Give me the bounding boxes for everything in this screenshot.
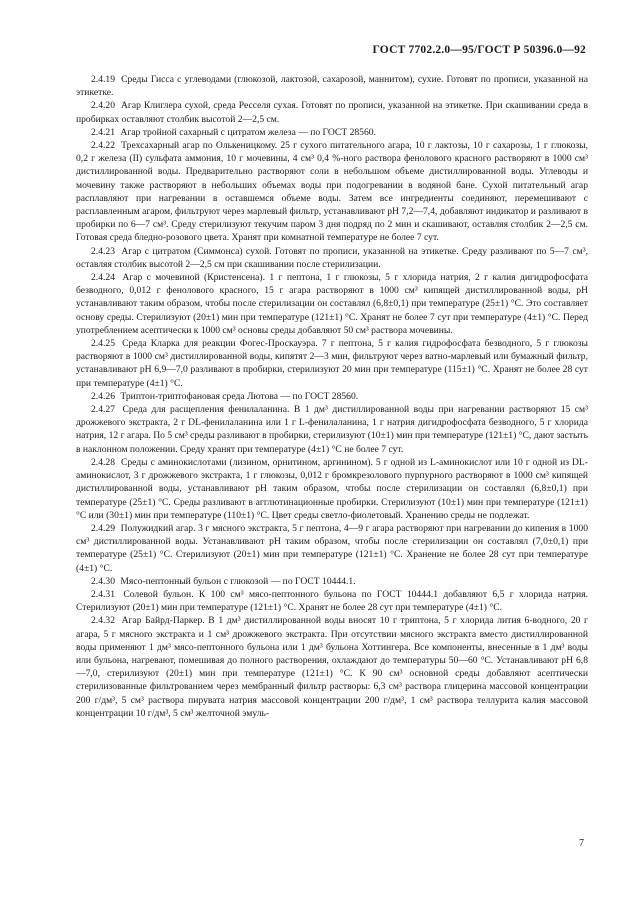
clause-number: 2.4.19 [91,74,115,85]
clause-number: 2.4.25 [91,338,115,350]
paragraph-text: Трехсахарный агар по Олькеницкому. 25 г сухого питательного агара, 10 г лактозы, 10 г сахарозы, 1 г глюкозы, 0,2 г железа (II) сульфата аммония, 10 г мочевины, 4 см³ 0,4 %-ного раствора фенолового красного растворяют в 1000 см³ дистиллированной воды. Предварительно растворяют соли в небольшом объеме дистиллированной воды. Углеводы и мочевину также растворяют в небольших объемах воды при подогревании в водяной бане. Сухой питательный агар расплавляют при нагревании в оставшемся объеме воды. Затем все ингредиенты соединяют, перемешивают с расплавленным агаром, фильтруют через марлевый фильтр, устанавливают pH 7,2—7,4, добавляют индикатор и разливают в пробирки по 6—7 см³. Среду стерилизуют текучим паром 3 дня подряд по 2 мин и скашивают, оставляя столбик 2—2,5 см. Готовая среда бледно-розового цвета. Хранят при комнатной температуре не более 7 сут. [76,140,589,244]
paragraph-text: Агар Байрд-Паркер. В 1 дм³ дистиллированной воды вносят 10 г триптона, 5 г хлорида лития 6-водного, 20 г агара, 5 г мясного экстракта и 1 см³ дрожжевого экстракта. При отсутствии мясного экстракта вместо дистиллированной воды применяют 1 дм³ мясо-пептонного бульона или 1 дм³ бульона Хоттингера. Все компоненты, внесенные в 1 дм³ воды или бульона, нагревают, помешивая до полного растворения, охлаждают до температуры 50—60 °С. Устанавливают pH 6,8—7,0, стерилизуют (20±1) мин при температуре (121±1) °С. К 90 см³ основной среды добавляют асептически стерилизованные фильтрованием через мембранный фильтр растворы: 6,3 см³ раствора глицерина массовой концентрации 200 г/дм³, 5 см³ раствора пирувата натрия массовой концентрации 200 г/дм³, 1 см³ раствора теллурита калия массовой концентрации 10 г/дм³, 5 см³ желточной эмуль- [76,615,588,719]
clause-number: 2.4.32 [91,615,115,627]
clause-number: 2.4.26 [91,390,115,402]
paragraph [76,588,588,614]
paragraph [76,139,588,245]
paragraph-text: Солевой бульон. К 100 см³ мясо-пептонного бульона по ГОСТ 10444.1 добавляют 6,5 г хлорида натрия. Стерилизуют (20±1) мин при температуре (121±1) °С. Хранят не более 28 сут при температуре (4±1) °С. [76,588,588,614]
clause-number: 2.4.30 [91,575,115,587]
paragraph [76,614,588,720]
paragraph-text: Триптон-триптофановая среда Лютова — по ГОСТ 28560. [120,390,359,402]
paragraph [76,575,588,588]
clause-number: 2.4.24 [91,272,115,284]
clause-number: 2.4.23 [91,245,115,257]
clause-number: 2.4.28 [91,456,115,468]
paragraph [76,99,588,125]
paragraph [76,337,588,390]
paragraph-text: Среды с аминокислотами (лизином, орнитином, аргинином). 5 г одной из L-аминокислот или 10 г одной из DL-аминокислот, 3 г дрожжевого экстракта, 1 г глюкозы, 0,012 г бромкрезолового пурпурного растворяют в 1000 см³ кипящей дистиллированной воды, устанавливают pH таким образом, чтобы после стерилизации он составлял (6,8±0,1) при температуре (25±1) °С. Среды разливают в агглютинационные пробирки. Стерилизуют (10±1) мин при температуре (121±1) °С или (30±1) мин при температуре (110±1) °С. Цвет среды светло-фиолетовый. Хранению среды не подлежат. [76,456,588,521]
paragraph [76,522,588,575]
clause-number: 2.4.20 [91,100,115,112]
page-header: ГОСТ 7702.2.0—95/ГОСТ Р 50396.0—92 [372,44,586,56]
document-body [76,73,588,720]
paragraph-text: Среда Кларка для реакции Фогес-Проскауэра. 7 г пептона, 5 г калия гидрофосфата безводного, 5 г глюкозы растворяют в 1000 см³ дистиллированной воды, кипятят 2—3 мин, фильтруют через ватно-марлевый или бумажный фильтр, устанавливают pH 6,9—7,0 разливают в пробирки, стерилизуют 20 мин при температуре (115±1) °С. Хранят не более 28 сут при температуре (4±1) °С. [76,338,588,389]
paragraph-text: Среда для расщепления фенилаланина. В 1 дм³ дистиллированной воды при нагревании растворяют 15 см³ дрожжевого экстракта, 2 г DL-фенилаланина или 1 г L-фенилаланина, 1 г натрия дигидрофосфата безводного, 5 г хлорида натрия, 12 г агара. По 5 см³ среды разливают в пробирки, стерилизуют (10±1) мин при температуре (121±1) °С, дают застыть в наклонном положении. Среду хранят при температуре (4±1) °С не более 7 сут. [76,404,588,455]
page-number: 7 [579,838,584,849]
paragraph [76,245,588,271]
clause-number: 2.4.21 [91,126,115,138]
paragraph-text: Агар с мочевиной (Кристенсена). 1 г пептона, 1 г глюкозы, 5 г хлорида натрия, 2 г калия дигидрофосфата безводного, 0,012 г фенолового красного, 15 г агара растворяют в 1000 см³ кипящей дистиллированной воды, pH устанавливают таким образом, чтобы после стерилизации он составлял (6,8±0,1) при температуре (25±1) °С. Это составляет основу среды. Стерилизуют (20±1) мин при температуре (121±1) °С. Хранят не более 7 сут при температуре (4±1) °С. Перед употреблением асептически к 1000 см³ основы среды добавляют 50 см³ раствора мочевины. [76,272,588,336]
paragraph-text: Среды Гисса с углеводами (глюкозой, лактозой, сахарозой, маннитом), сухие. Готовят по прописи, указанной на этикетке. [76,74,588,99]
clause-number: 2.4.31 [91,588,115,600]
paragraph-text: Агар тройной сахарный с цитратом железа — по ГОСТ 28560. [120,126,376,138]
clause-number: 2.4.27 [91,404,115,416]
paragraph-text: Агар Клиглера сухой, среда Ресселя сухая. Готовят по прописи, указанной на этикетке. При скашивании среда в пробирках оставляют столбик высотой 2—2,5 см. [76,100,588,125]
paragraph [76,271,588,337]
paragraph [76,456,588,522]
paragraph-text: Мясо-пептонный бульон с глюкозой — по ГОСТ 10444.1. [120,575,356,587]
paragraph [76,126,588,139]
paragraph-text: Агар с цитратом (Симмонса) сухой. Готовят по прописи, указанной на этикетке. Среду разливают по 5—7 см³, оставляя столбик высотой 2—2,5 см при скашивании после стерилизации. [76,245,588,270]
paragraph [76,73,588,99]
paragraph [76,403,588,456]
paragraph [76,390,588,403]
paragraph-text: Полужидкий агар. 3 г мясного экстракта, 5 г пептона, 4—9 г агара растворяют при нагревании до кипения в 1000 см³ дистиллированной воды. Устанавливают pH таким образом, чтобы после стерилизации он составлял (7,0±0,1) при температуре (25±1) °С. Стерилизуют (20±1) мин при температуре (121±1) °С. Хранение не более 28 сут при температуре (4±1) °С. [76,522,588,574]
clause-number: 2.4.29 [91,522,115,534]
clause-number: 2.4.22 [91,140,115,152]
